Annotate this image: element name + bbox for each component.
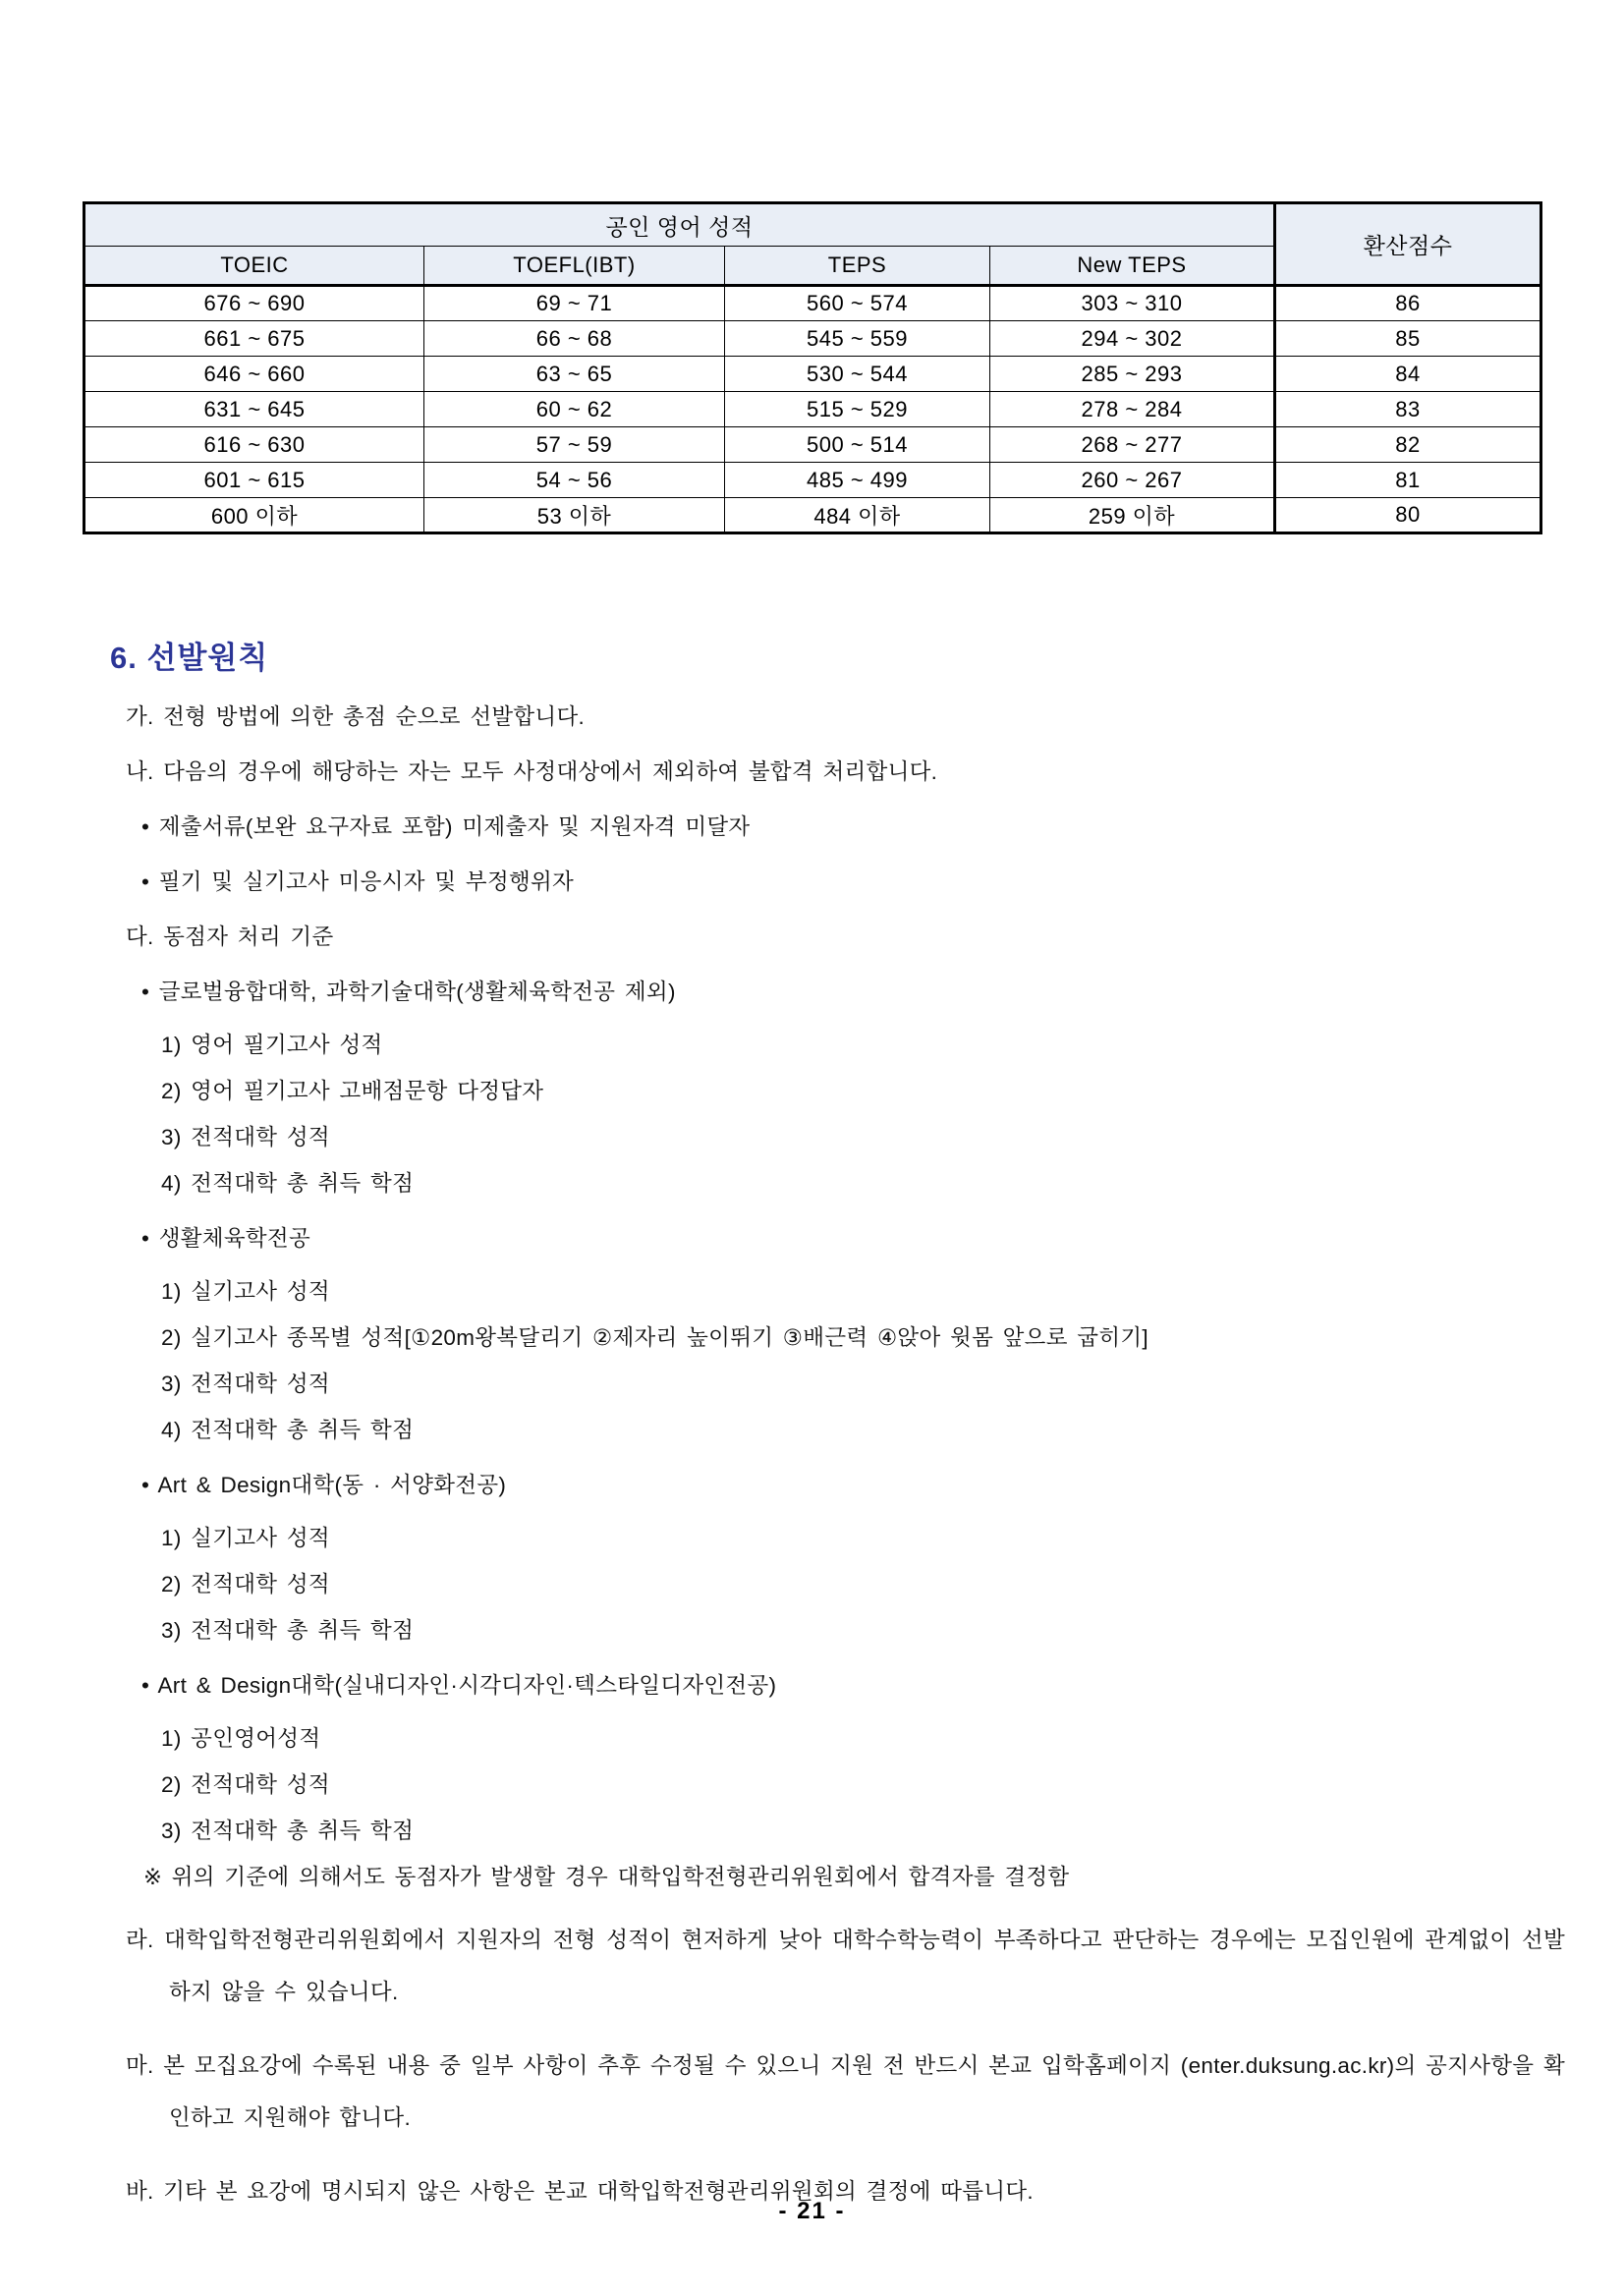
list-item: • 필기 및 실기고사 미응시자 및 부정행위자 <box>141 869 575 894</box>
score-range-cell: 54 ~ 56 <box>424 463 725 498</box>
score-range-cell: 530 ~ 544 <box>725 357 990 392</box>
score-range-cell: 485 ~ 499 <box>725 463 990 498</box>
converted-score-header-cell: 환산점수 <box>1275 203 1541 286</box>
list-item: 1) 실기고사 성적 <box>161 1526 330 1550</box>
converted-score-cell: 86 <box>1275 286 1541 321</box>
list-item: 4) 전적대학 총 취득 학점 <box>161 1418 415 1442</box>
list-item: 마. 본 모집요강에 수록된 내용 중 일부 사항이 추후 수정될 수 있으니 지원 전 반드시 본교 입학홈페이지 (enter.duksung.ac.kr)의 공지사항을 확인하고 지원해야 합니다. <box>126 2053 1565 2130</box>
score-range-cell: 63 ~ 65 <box>424 357 725 392</box>
list-item: ※ 위의 기준에 의해서도 동점자가 발생할 경우 대학입학전형관리위원회에서 합격자를 결정함 <box>143 1865 1070 1889</box>
list-item: 바. 기타 본 요강에 명시되지 않은 사항은 본교 대학입학전형관리위원회의 결정에 따릅니다. <box>126 2179 1034 2204</box>
score-range-cell: 260 ~ 267 <box>990 463 1275 498</box>
table-row <box>84 357 1541 392</box>
score-range-cell: 57 ~ 59 <box>424 427 725 463</box>
list-item: • Art & Design대학(실내디자인·시각디자인·텍스타일디자인전공) <box>141 1673 777 1698</box>
table-row <box>84 463 1541 498</box>
list-item: 3) 전적대학 총 취득 학점 <box>161 1819 415 1843</box>
selection-principles-section <box>83 633 1565 2217</box>
score-range-cell: 500 ~ 514 <box>725 427 990 463</box>
page-number: - 21 - <box>778 2198 846 2224</box>
score-range-cell: 60 ~ 62 <box>424 392 725 427</box>
column-header-new-teps: New TEPS <box>990 247 1275 286</box>
score-range-cell: 268 ~ 277 <box>990 427 1275 463</box>
list-item: 나. 다음의 경우에 해당하는 자는 모두 사정대상에서 제외하여 불합격 처리합니다. <box>126 759 938 784</box>
list-item: 3) 전적대학 성적 <box>161 1125 330 1149</box>
group-header-cell: 공인 영어 성적 <box>84 203 1275 247</box>
column-header-toeic: TOEIC <box>84 247 424 286</box>
score-range-cell: 676 ~ 690 <box>84 286 424 321</box>
list-item: 4) 전적대학 총 취득 학점 <box>161 1171 415 1196</box>
score-range-cell: 601 ~ 615 <box>84 463 424 498</box>
converted-score-cell: 82 <box>1275 427 1541 463</box>
list-item: 1) 공인영어성적 <box>161 1726 321 1751</box>
score-range-cell: 661 ~ 675 <box>84 321 424 357</box>
converted-score-cell: 80 <box>1275 498 1541 533</box>
score-range-cell: 259 이하 <box>990 498 1275 533</box>
column-header-teps: TEPS <box>725 247 990 286</box>
score-range-cell: 515 ~ 529 <box>725 392 990 427</box>
score-range-cell: 646 ~ 660 <box>84 357 424 392</box>
score-range-cell: 303 ~ 310 <box>990 286 1275 321</box>
table-row <box>84 321 1541 357</box>
score-range-cell: 69 ~ 71 <box>424 286 725 321</box>
score-range-cell: 631 ~ 645 <box>84 392 424 427</box>
score-range-cell: 600 이하 <box>84 498 424 533</box>
english-score-conversion-table <box>83 201 1542 534</box>
list-item: 라. 대학입학전형관리위원회에서 지원자의 전형 성적이 현저하게 낮아 대학수학능력이 부족하다고 판단하는 경우에는 모집인원에 관계없이 선발하지 않을 수 있습니다. <box>126 1928 1565 2004</box>
converted-score-cell: 85 <box>1275 321 1541 357</box>
list-item: • 생활체육학전공 <box>141 1226 310 1251</box>
converted-score-cell: 83 <box>1275 392 1541 427</box>
table-row <box>84 427 1541 463</box>
table-row <box>84 286 1541 321</box>
list-item: • Art & Design대학(동 · 서양화전공) <box>141 1473 507 1497</box>
english-score-table-wrap <box>83 201 1542 534</box>
score-range-cell: 545 ~ 559 <box>725 321 990 357</box>
section-title: 6. 선발원칙 <box>110 641 269 675</box>
list-item: • 제출서류(보완 요구자료 포함) 미제출자 및 지원자격 미달자 <box>141 814 751 839</box>
score-range-cell: 53 이하 <box>424 498 725 533</box>
score-range-cell: 278 ~ 284 <box>990 392 1275 427</box>
list-item: • 글로벌융합대학, 과학기술대학(생활체육학전공 제외) <box>141 980 676 1004</box>
list-item: 2) 전적대학 성적 <box>161 1572 330 1596</box>
list-item: 3) 전적대학 성적 <box>161 1372 330 1396</box>
score-table-body <box>84 286 1541 533</box>
list-item: 2) 영어 필기고사 고배점문항 다정답자 <box>161 1079 544 1103</box>
list-item: 3) 전적대학 총 취득 학점 <box>161 1618 415 1643</box>
list-item: 1) 영어 필기고사 성적 <box>161 1033 383 1057</box>
score-range-cell: 285 ~ 293 <box>990 357 1275 392</box>
converted-score-cell: 81 <box>1275 463 1541 498</box>
list-item: 가. 전형 방법에 의한 총점 순으로 선발합니다. <box>126 704 586 729</box>
score-range-cell: 294 ~ 302 <box>990 321 1275 357</box>
table-row <box>84 498 1541 533</box>
converted-score-cell: 84 <box>1275 357 1541 392</box>
selection-list <box>83 702 1565 2217</box>
list-item: 1) 실기고사 성적 <box>161 1279 330 1304</box>
list-item: 2) 전적대학 성적 <box>161 1772 330 1797</box>
list-item: 2) 실기고사 종목별 성적[①20m왕복달리기 ②제자리 높이뛰기 ③배근력 ④앉아 윗몸 앞으로 굽히기] <box>161 1325 1148 1350</box>
score-range-cell: 66 ~ 68 <box>424 321 725 357</box>
table-group-header-row <box>84 203 1541 247</box>
score-range-cell: 560 ~ 574 <box>725 286 990 321</box>
table-row <box>84 392 1541 427</box>
score-range-cell: 484 이하 <box>725 498 990 533</box>
list-item: 다. 동점자 처리 기준 <box>126 924 334 949</box>
column-header-toefl: TOEFL(IBT) <box>424 247 725 286</box>
score-range-cell: 616 ~ 630 <box>84 427 424 463</box>
